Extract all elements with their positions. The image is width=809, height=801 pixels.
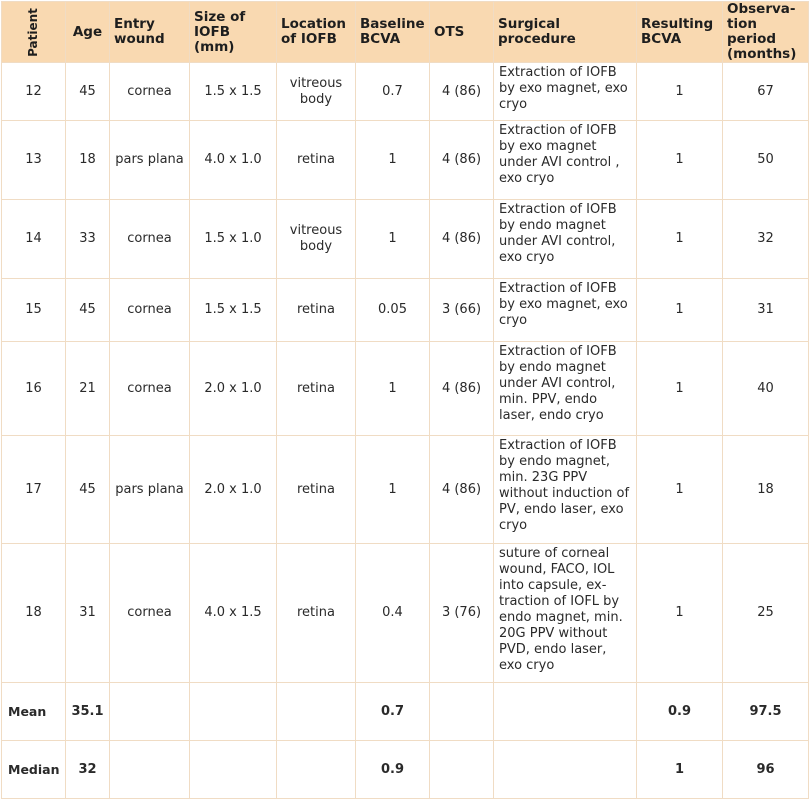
cell-location: retina — [277, 121, 356, 200]
header-ots: OTS — [430, 2, 494, 63]
cell-size: 1.5 x 1.5 — [190, 63, 277, 121]
header-location: Location of IOFB — [277, 2, 356, 63]
cell-patient: 14 — [2, 200, 66, 279]
cell-resulting-bcva: 1 — [637, 342, 723, 436]
cell-location: vitreous body — [277, 63, 356, 121]
cell-ots: 4 (86) — [430, 200, 494, 279]
summary-row-median — [2, 741, 809, 799]
header-observation-period: Observa-tion period (months) — [723, 2, 809, 63]
cell-procedure: Extraction of IOFB by exo magnet under AVI control , exo cryo — [494, 121, 637, 200]
cell-resulting-bcva: 1 — [637, 63, 723, 121]
summary-age: 32 — [66, 741, 110, 799]
cell-observation: 67 — [723, 63, 809, 121]
cell-size: 1.5 x 1.0 — [190, 200, 277, 279]
cell-size: 2.0 x 1.0 — [190, 342, 277, 436]
cell-location: vitreous body — [277, 200, 356, 279]
cell-resulting-bcva: 1 — [637, 544, 723, 683]
cell-ots: 4 (86) — [430, 342, 494, 436]
cell-ots: 4 (86) — [430, 121, 494, 200]
cell-size: 1.5 x 1.5 — [190, 279, 277, 342]
cell-entry-wound: cornea — [110, 342, 190, 436]
cell-ots: 3 (76) — [430, 544, 494, 683]
cell-ots: 4 (86) — [430, 63, 494, 121]
cell-observation: 18 — [723, 436, 809, 544]
summary-resulting-bcva: 0.9 — [637, 683, 723, 741]
cell-procedure: Extraction of IOFB by endo magnet under AVI control, exo cryo — [494, 200, 637, 279]
cell-resulting-bcva: 1 — [637, 200, 723, 279]
summary-empty — [494, 741, 637, 799]
summary-empty — [190, 683, 277, 741]
summary-empty — [110, 741, 190, 799]
cell-entry-wound: cornea — [110, 279, 190, 342]
cell-baseline-bcva: 1 — [356, 436, 430, 544]
cell-resulting-bcva: 1 — [637, 436, 723, 544]
cell-age: 21 — [66, 342, 110, 436]
table-row — [2, 342, 809, 436]
header-row — [2, 2, 809, 63]
table-row — [2, 279, 809, 342]
table-row — [2, 544, 809, 683]
cell-location: retina — [277, 544, 356, 683]
cell-baseline-bcva: 0.7 — [356, 63, 430, 121]
summary-empty — [430, 741, 494, 799]
header-entry-wound: Entry wound — [110, 2, 190, 63]
cell-age: 45 — [66, 436, 110, 544]
cell-age: 45 — [66, 63, 110, 121]
cell-observation: 32 — [723, 200, 809, 279]
cell-procedure: Extraction of IOFB by exo magnet, exo cryo — [494, 63, 637, 121]
cell-location: retina — [277, 279, 356, 342]
summary-empty — [277, 683, 356, 741]
cell-patient: 12 — [2, 63, 66, 121]
cell-baseline-bcva: 1 — [356, 342, 430, 436]
header-resulting-bcva: Resulting BCVA — [637, 2, 723, 63]
cell-procedure: Extraction of IOFB by endo magnet, min. 23G PPV without induction of PV, endo laser, exo cryo — [494, 436, 637, 544]
cell-entry-wound: cornea — [110, 63, 190, 121]
summary-empty — [110, 683, 190, 741]
table-row — [2, 121, 809, 200]
summary-empty — [494, 683, 637, 741]
summary-observation: 97.5 — [723, 683, 809, 741]
table-row — [2, 63, 809, 121]
header-age: Age — [66, 2, 110, 63]
cell-patient: 18 — [2, 544, 66, 683]
cell-age: 31 — [66, 544, 110, 683]
cell-patient: 17 — [2, 436, 66, 544]
table-row — [2, 200, 809, 279]
cell-entry-wound: pars plana — [110, 436, 190, 544]
header-patient: Patient — [2, 2, 66, 63]
cell-baseline-bcva: 0.4 — [356, 544, 430, 683]
summary-observation: 96 — [723, 741, 809, 799]
cell-age: 33 — [66, 200, 110, 279]
cell-location: retina — [277, 436, 356, 544]
cell-baseline-bcva: 1 — [356, 121, 430, 200]
summary-age: 35.1 — [66, 683, 110, 741]
cell-baseline-bcva: 1 — [356, 200, 430, 279]
cell-size: 2.0 x 1.0 — [190, 436, 277, 544]
cell-ots: 4 (86) — [430, 436, 494, 544]
summary-baseline-bcva: 0.9 — [356, 741, 430, 799]
cell-resulting-bcva: 1 — [637, 121, 723, 200]
cell-baseline-bcva: 0.05 — [356, 279, 430, 342]
cell-procedure: Extraction of IOFB by exo magnet, exo cryo — [494, 279, 637, 342]
cell-procedure: suture of corneal wound, FACO, IOL into capsule, ex-traction of IOFL by endo magnet, min. 20G PPV without PVD, endo laser, exo cryo — [494, 544, 637, 683]
summary-baseline-bcva: 0.7 — [356, 683, 430, 741]
summary-label: Mean — [2, 683, 66, 741]
cell-size: 4.0 x 1.5 — [190, 544, 277, 683]
summary-resulting-bcva: 1 — [637, 741, 723, 799]
header-baseline-bcva: Baseline BCVA — [356, 2, 430, 63]
cell-procedure: Extraction of IOFB by endo magnet under AVI control, min. PPV, endo laser, endo cryo — [494, 342, 637, 436]
cell-ots: 3 (66) — [430, 279, 494, 342]
header-surgical-procedure: Surgical procedure — [494, 2, 637, 63]
summary-empty — [430, 683, 494, 741]
header-size: Size of IOFB (mm) — [190, 2, 277, 63]
cell-observation: 50 — [723, 121, 809, 200]
summary-label: Median — [2, 741, 66, 799]
cell-age: 45 — [66, 279, 110, 342]
cell-entry-wound: cornea — [110, 200, 190, 279]
cell-observation: 40 — [723, 342, 809, 436]
cell-entry-wound: cornea — [110, 544, 190, 683]
summary-empty — [277, 741, 356, 799]
table-row — [2, 436, 809, 544]
cell-entry-wound: pars plana — [110, 121, 190, 200]
cell-patient: 16 — [2, 342, 66, 436]
cell-age: 18 — [66, 121, 110, 200]
patients-table — [1, 1, 809, 799]
cell-size: 4.0 x 1.0 — [190, 121, 277, 200]
cell-observation: 25 — [723, 544, 809, 683]
cell-patient: 13 — [2, 121, 66, 200]
cell-patient: 15 — [2, 279, 66, 342]
cell-observation: 31 — [723, 279, 809, 342]
cell-location: retina — [277, 342, 356, 436]
summary-empty — [190, 741, 277, 799]
summary-row-mean — [2, 683, 809, 741]
cell-resulting-bcva: 1 — [637, 279, 723, 342]
